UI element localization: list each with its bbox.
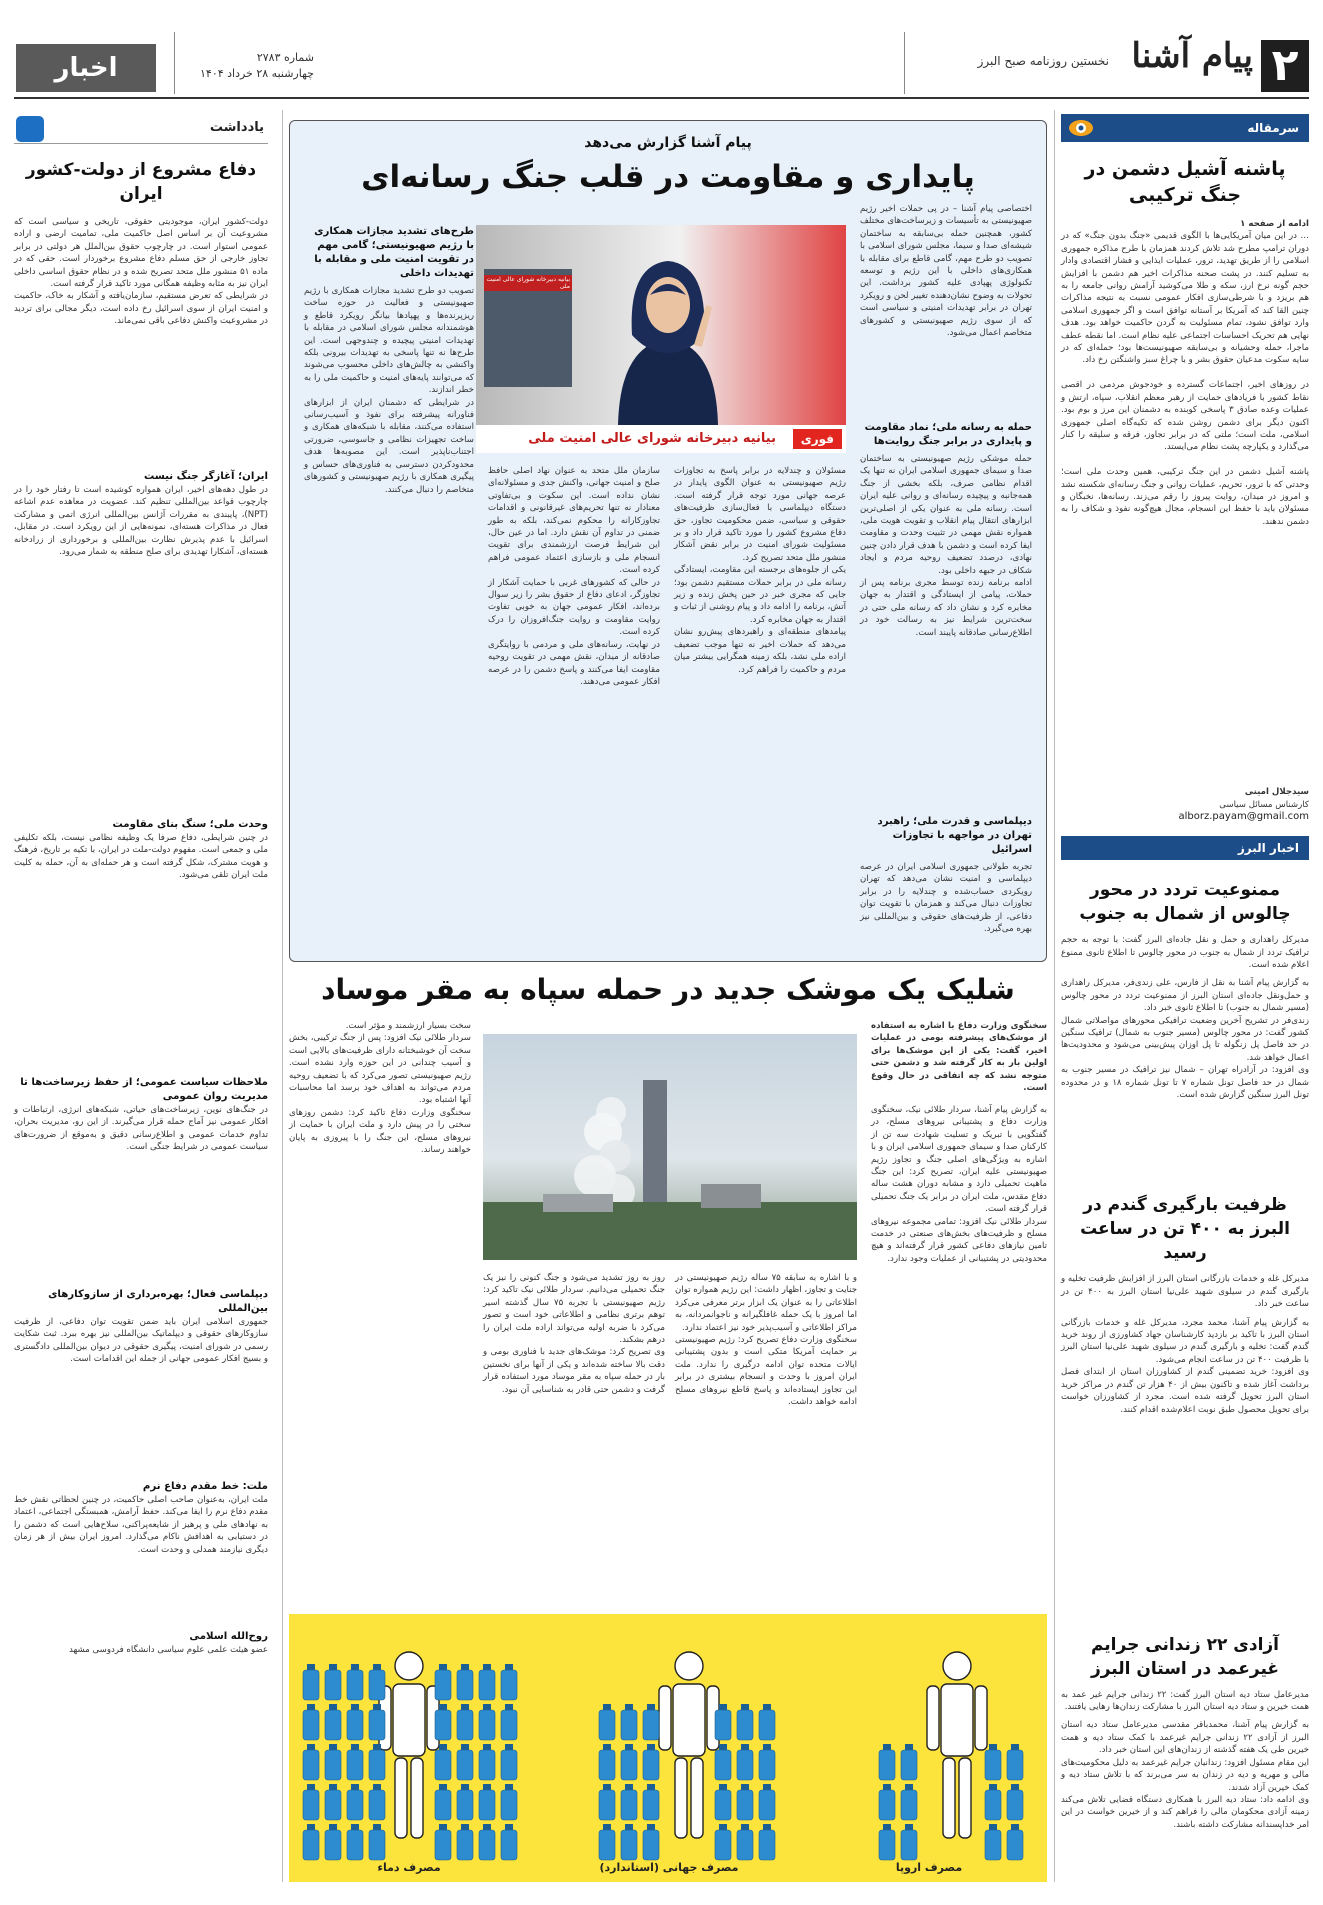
water-bottle xyxy=(501,1744,517,1780)
missile-title: شلیک یک موشک جدید در حمله سپاه به مقر موساد xyxy=(321,973,1015,1006)
feature-col-2: مسئولان و چندلایه در برابر پاسخ به تجاوزات رژیم صهیونیستی به عنوان الگوی پایدار در عرصه جهانی مورد توجه قرار گرفته است. دستگاه دیپلماسی با فعال‌سازی ظرفیت‌های حقوقی و سیاسی، ضمن محکومیت تجاوز، حق دفاع مشروع کشور را مورد تاکید قرار داد و بر مسئولیت شورای امنیت در برابر نقض آشکار منشور ملل متحد تصریح کرد. یکی از جلوه‌های برجسته این مقاومت، ایستادگی رسانه ملی در برابر حملات مستقیم دشمن بود؛ جایی که مجری خبر در حین پخش زنده و زیر آتش، برنامه را ادامه داد و پیام روشنی از ثبات و اقتدار به جهان مخابره کرد. پیامدهای منطقه‌ای و راهبردهای پیش‌رو نشان می‌دهد که حملات اخیر نه تنها موجب تضعیف اراده ملی نشد، بلکه زمینه همگرایی بیشتر میان مردم و حاکمیت را فراهم کرد. xyxy=(674,466,846,675)
water-bottle xyxy=(879,1784,895,1820)
water-bottle xyxy=(1007,1824,1023,1860)
water-bottle xyxy=(621,1824,637,1860)
water-bottle xyxy=(347,1824,363,1860)
column-header xyxy=(14,114,268,144)
missile-col-2: و با اشاره به سابقه ۷۵ ساله رژیم صهیونیستی در جنایت و تجاوز، اظهار داشت: این رژیم همواره توان اطلاعاتی را به عنوان یک ابزار برتر معرفی می‌کرد اما امروز با یک حمله غافلگیرانه و ناجوانمردانه، به مراکز اطلاعاتی و آسیب‌پذیر خود نیز اعتماد ندارد. سخنگوی وزارت دفاع تصریح کرد: رژیم صهیونیستی بر حمایت آمریکا متکی است و بدون پشتیبانی ایالات متحده توان ادامه درگیری را ندارد. ملت ایران امروز با وحدت و انسجام بیشتری در برابر این تجاوز ایستاده‌اند و پاسخ قاطع نیروهای مسلح ادامه خواهد داشت. xyxy=(675,1273,858,1408)
column-title: دفاع مشروع از دولت-کشور ایران xyxy=(25,160,257,204)
column-subheading: دیپلماسی فعال؛ بهره‌برداری از سازوکارهای بین‌المللی xyxy=(48,1289,268,1314)
water-bottle xyxy=(599,1784,615,1820)
water-bottle xyxy=(347,1704,363,1740)
missile-col-3: روز به روز تشدید می‌شود و جنگ کنونی را نیز یک جنگ تحمیلی می‌دانیم. سردار طلائی نیک تاکید کرد: رژیم صهیونیستی با تجربه ۷۵ سال گذشته اسیر توهم برتری نظامی و اطلاعاتی خود است و تصور می‌کرد با ضربه اولیه می‌تواند اراده ملت ایران را درهم بشکند. وی تصریح کرد: موشک‌های جدید با فناوری بومی و دقت بالا ساخته شده‌اند و یکی از آنها برای نخستین بار در حمله سپاه به مقر موساد مورد استفاده قرار گرفت و دشمن حتی قادر به شناسایی آن نبود. xyxy=(483,1273,665,1395)
water-bottle xyxy=(643,1784,659,1820)
feature-subheading: حمله به رسانه ملی؛ نماد مقاومت و پایداری در برابر جنگ روایت‌ها xyxy=(864,422,1032,447)
water-bottle xyxy=(325,1824,341,1860)
feature-kicker: پیام آشنا گزارش می‌دهد xyxy=(584,135,752,151)
feature-intro: اختصاصی پیام آشنا – در پی حملات اخیر رژیم صهیونیستی به تأسیسات و زیرساخت‌های مختلف کشور، همچنین حمله بی‌سابقه به ساختمان شیشه‌ای صدا و سیما، مجلس شورای اسلامی با تصویب دو طرح مهم، گامی قاطع برای مقابله با همکاری‌های داخلی با این رژیم و توسعه تکنولوژی پهپادی علیه کشور برداشت. این تحولات به وضوح نشان‌دهنده تغییر لحن و رویکرد تهران در برابر تهدیدات امنیتی و سیاسی است که از سوی رژیم صهیونیستی و کشورهای متخاصم اعمال می‌شود. xyxy=(860,204,1032,339)
editorial-email: alborz.payam@gmail.com xyxy=(1178,811,1309,823)
water-bottle xyxy=(879,1744,895,1780)
infographic-label: مصرف جهانی (استاندارد) xyxy=(599,1861,739,1874)
water-bottle xyxy=(643,1704,659,1740)
feature-side-heading: طرح‌های تشدید مجازات همکاری با رژیم صهیونیستی؛ گامی مهم در تقویت امنیت ملی و مقابله با تهدیدات داخلی xyxy=(314,226,474,279)
water-bottle xyxy=(303,1824,319,1860)
water-bottle xyxy=(737,1784,753,1820)
column-author: روح‌الله اسلامی xyxy=(189,1631,268,1642)
screen-inset xyxy=(484,269,572,387)
right-sidebar xyxy=(1061,114,1309,1884)
water-bottle xyxy=(737,1744,753,1780)
newspaper-logo: پیام آشنا xyxy=(1131,36,1253,76)
issue-number: شماره ۲۷۸۳ xyxy=(256,51,314,64)
feature-col-3: سازمان ملل متحد به عنوان نهاد اصلی حافظ صلح و امنیت جهانی، واکنش جدی و مسئولانه‌ای نشان نداده است. این سکوت و بی‌تفاوتی معنادار نه تنها تحریم‌های غیرقانونی و اقدامات تجاوزکارانه را محکوم نمی‌کند، بلکه به طور ضمنی در تداوم آن نقش دارد. اما در عین حال، این شرایط فرصت ارزشمندی برای تقویت انسجام ملی و بازسازی اعتماد عمومی فراهم کرده است. در حالی که کشورهای غربی با حمایت آشکار از تجاوزگر، ادعای دفاع از حقوق بشر را زیر سوال برده‌اند، افکار عمومی جهان به خوبی تفاوت روایت مقاومت و روایت جنگ‌افروزان را درک کرده است. در نهایت، رسانه‌های ملی و مردمی با روایتگری صادقانه از میدان، نقش مهمی در تقویت روحیه مقاومت ایفا می‌کنند و پاسخ دشمن را در عرصه افکار عمومی می‌دهند. xyxy=(488,466,660,687)
inset-caption: بیانیه دبیرخانه شورای عالی امنیت ملی xyxy=(484,275,572,291)
missile-col-1: به گزارش پیام آشنا، سردار طلائی نیک، سخنگوی وزارت دفاع و پشتیبانی نیروهای مسلح، در گفتگویی با تبریک و تسلیت شهادت سه تن از کارکنان صدا و سیمای جمهوری اسلامی ایران و با اشاره به ویژگی‌های اصلی جنگ و تجاوز رژیم صهیونیستی علیه ایران، تصریح کرد: این جنگ ماهیت تحمیلی دارد و مشابه دوران هشت ساله دفاع مقدس، ملت ایران در برابر یک جنگ تحمیلی قرار گرفته است. سردار طلائی نیک افزود: تمامی مجموعه نیروهای مسلح و ظرفیت‌های بخش‌های صنعتی در خدمت تامین نیازهای دفاعی کشور قرار گرفته‌اند و هیچ محدودیتی در پشتیبانی از عملیات وجود ندارد. xyxy=(871,1105,1047,1264)
water-bottle xyxy=(303,1664,319,1700)
water-bottle xyxy=(621,1784,637,1820)
page-number: ۲ xyxy=(1261,40,1309,92)
water-infographic xyxy=(289,1614,1047,1882)
feature-body: حمله موشکی رژیم صهیونیستی به ساختمان صدا و سیمای جمهوری اسلامی ایران نه تنها یک اقدام نظامی صرف، بلکه بخشی از جنگ همه‌جانبه و پیچیده رسانه‌ای و روانی علیه ایران است. رسانه ملی به عنوان یکی از اصلی‌ترین ابزارهای انتقال پیام انقلاب و تقویت هویت ملی، همواره نقش مهمی در تثبیت وحدت و مقاومت ایفا کرده است و دشمن با هدف قرار دادن چنین نهادی، درصدد تضعیف روحیه مردم و ایجاد شکاف در جبهه داخلی بود. ادامه برنامه زنده توسط مجری برنامه پس از حملات، پیامی از ایستادگی و اقتدار به جهان مخابره کرد و نشان داد که رسانه ملی حتی در سخت‌ترین شرایط نیز به رسالت خود در اطلاع‌رسانی صادقانه پایبند است. xyxy=(860,454,1032,638)
water-bottle xyxy=(457,1664,473,1700)
water-bottle xyxy=(621,1704,637,1740)
editorial-author: سیدجلال امینی xyxy=(1244,787,1309,798)
water-bottle xyxy=(759,1824,775,1860)
water-bottle xyxy=(325,1664,341,1700)
section-title: اخبار xyxy=(16,44,156,92)
water-bottle xyxy=(643,1744,659,1780)
water-bottle xyxy=(759,1784,775,1820)
anchor-figure xyxy=(598,235,738,425)
water-bottle xyxy=(435,1824,451,1860)
news-body: به گزارش پیام آشنا، محمدباقر مقدسی مدیرعامل ستاد دیه استان البرز از آزادی ۲۲ زندانی جرایم غیرعمد با کمک ستاد دیه و همت خیرین طی یک هفته گذشته از زندان‌های این استان خبر داد. این مقام مسئول افزود: زندانیان جرایم غیرعمد به دلیل محکومیت‌های مالی و مهریه و دیه در زندان به سر می‌برند که با تلاش ستاد دیه و کمک خیرین آزاد شدند. وی ادامه داد: ستاد دیه البرز با همکاری دستگاه قضایی تلاش می‌کند زمینه آزادی محکومان مالی را فراهم کند و از خیرین خواست در این امر خداپسندانه مشارکت داشته باشند. xyxy=(1061,1720,1310,1830)
breaking-badge: فوری xyxy=(793,429,842,449)
missile-story xyxy=(289,1020,1047,1606)
person-figure xyxy=(659,1652,719,1838)
water-bottle xyxy=(985,1744,1001,1780)
column-subheading: ملاحظات سیاست عمومی؛ از حفظ زیرساخت‌ها تا مدیریت روان عمومی xyxy=(20,1077,268,1102)
news-lead: مدیرعامل ستاد دیه استان البرز گفت: ۲۲ زندانی جرایم غیر عمد به همت خیرین و ستاد دیه استان البرز با مشارکت زندان‌ها رهایی یافتند. xyxy=(1061,1689,1309,1713)
column-author-role: عضو هیئت علمی علوم سیاسی دانشگاه فردوسی مشهد xyxy=(69,1645,268,1655)
water-bottle xyxy=(457,1704,473,1740)
water-bottle xyxy=(759,1744,775,1780)
water-bottle xyxy=(879,1824,895,1860)
lower-third: بیانیه دبیرخانه شورای عالی امنیت ملی xyxy=(476,425,846,453)
missile-col-4: سخت بسیار ارزشمند و مؤثر است. سردار طلائی نیک افزود: پس از جنگ ترکیبی، بخش سخت آن خوشبختانه دارای ظرفیت‌های بالایی است و آسیب چندانی در این حوزه وارد نشده است. رژیم صهیونیستی تصور می‌کرد که با تضعیف روحیه مردم می‌تواند به اهداف خود برسد اما محاسبات آنها اشتباه بود. سخنگوی وزارت دفاع تاکید کرد: دشمن روزهای سختی را در پیش دارد و ملت ایران با حمایت از نیروهای مسلح، این جنگ را با پیروزی به پایان خواهند رساند. xyxy=(289,1021,471,1156)
editorial-label: سرمقاله xyxy=(1061,114,1309,142)
infographic-label: مصرف دماء xyxy=(377,1861,441,1874)
water-bottle xyxy=(347,1744,363,1780)
water-bottle xyxy=(479,1664,495,1700)
water-bottle xyxy=(599,1744,615,1780)
column-rule xyxy=(282,110,283,1882)
water-bottle xyxy=(435,1664,451,1700)
water-bottle xyxy=(901,1744,917,1780)
feature-body: تجربه طولانی جمهوری اسلامی ایران در عرصه دیپلماسی و امنیت نشان می‌دهد که تهران رویکردی حساب‌شده و چندلایه را در برابر تجاوزات دنبال می‌کند و همزمان با تقویت توان دفاعی، از ظرفیت‌های حقوقی و بین‌المللی نیز بهره می‌گیرد. xyxy=(860,862,1032,935)
water-bottle xyxy=(479,1744,495,1780)
column-subheading: وحدت ملی؛ سنگ بنای مقاومت xyxy=(112,819,268,830)
water-bottle xyxy=(325,1704,341,1740)
notepad-icon xyxy=(16,116,44,142)
eye-icon xyxy=(1067,117,1095,139)
news-title: ظرفیت بارگیری گندم در البرز به ۴۰۰ تن در ساعت رسید xyxy=(1080,1195,1290,1264)
water-bottle xyxy=(303,1784,319,1820)
water-bottle xyxy=(347,1784,363,1820)
water-bottle xyxy=(325,1744,341,1780)
feature-side-body: تصویب دو طرح تشدید مجازات همکاری با رژیم صهیونیستی و فعالیت در حوزه ساخت ریزپرنده‌ها و پهپادها بیانگر رویکرد قاطع و هوشمندانه مجلس شورای اسلامی در مقابله با تهدیدات امنیتی پیچیده و چندوجهی است. این طرح‌ها نه تنها پاسخی به تهدیدات بیرونی بلکه واکنشی به چالش‌های داخلی محسوب می‌شوند که می‌توانند پایه‌های امنیت و حاکمیت ملی را به خطر اندازند. در شرایطی که دشمنان ایران از ابزارهای فناورانه پیشرفته برای نفوذ و آسیب‌رسانی استفاده می‌کنند، مقابله با شبکه‌های همکاری و ساخت تجهیزات نظامی و جاسوسی، ضرورتی اجتناب‌ناپذیر است. این مصوبه‌ها هدف محدودکردن دسترسی به فناوری‌های حساس و پیگیری همکاری با رژیم صهیونیستی و کشورهای متخاصم را دنبال می‌کنند. xyxy=(304,286,474,495)
column-body: دولت-کشور ایران، موجودیتی حقوقی، تاریخی و سیاسی است که مشروعیت آن بر اساس اصل حاکمیت ملی، تمامیت ارضی و اراده عمومی استوار است. در چارچوب حقوق بین‌الملل هر دولتی در برابر تجاوز خارجی از حق مسلم دفاع مشروع برخوردار است. حقی که در ماده ۵۱ منشور ملل متحد تصریح شده و در نظام حقوق اساسی داخلی ایران نیز به مثابه وظیفه همگانی مورد تاکید قرار گرفته است. در شرایطی که تعرض مستقیم، سازمان‌یافته و آشکار به خاک، حاکمیت و امنیت ایران از سوی اسرائیل رخ داده است، دیگر مجالی برای تردید در مشروعیت واکنش دفاعی باقی نمی‌ماند. xyxy=(14,217,268,327)
water-bottle xyxy=(501,1664,517,1700)
water-bottle xyxy=(643,1824,659,1860)
water-bottle xyxy=(985,1784,1001,1820)
editorial-title: پاشنه آشیل دشمن در جنگ ترکیبی xyxy=(1084,158,1286,206)
divider xyxy=(174,32,175,94)
water-bottle xyxy=(901,1784,917,1820)
infographic-art xyxy=(289,1614,1047,1882)
news-body: به گزارش پیام آشنا به نقل از فارس، علی زندی‌فر، مدیرکل راهداری و حمل‌ونقل جاده‌ای استان البرز از ممنوعیت تردد در محور چالوس (مسیر شمال به جنوب) تا اطلاع ثانوی خبر داد. زندی‌فر در تشریح آخرین وضعیت ترافیکی محورهای مواصلاتی شمال کشور گفت: در محور چالوس (مسیر جنوب به شمال) ترافیک سنگین در حد فاصل پل زنگوله تا پل اوزان پیش‌بینی می‌شود و محدودیت‌ها اعمال خواهد شد. وی افزود: در آزادراه تهران – شمال نیز ترافیک در مسیر جنوب به شمال در حد فاصل تونل شماره ۷ تا تونل شماره ۱۸ و در محدوده تونل البرز سنگین گزارش شده است. xyxy=(1061,978,1310,1101)
column-body: در جنگ‌های نوین، زیرساخت‌های حیاتی، شبکه‌های انرژی، ارتباطات و افکار عمومی نیز آماج حمله قرار می‌گیرند. از این رو، مدیریت بحران، تداوم خدمات عمومی و اطلاع‌رسانی دقیق و به‌موقع از ضرورت‌های سیاست عمومی در شرایط جنگی است. xyxy=(14,1105,268,1153)
water-bottle xyxy=(347,1664,363,1700)
column-body: در طول دهه‌های اخیر، ایران همواره کوشیده است تا رفتار خود را در چارچوب قواعد بین‌المللی تنظیم کند. عضویت در معاهده عدم اشاعه (NPT)، پایبندی به مقررات آژانس بین‌المللی انرژی اتمی و مشارکت فعال در مذاکرات هسته‌ای، نمونه‌هایی از این رویکرد است. در مقابل، اسرائیل با عدم پذیرش نظارت بین‌المللی و برخورداری از زرادخانه هسته‌ای، آشکارا تهدیدی برای صلح منطقه به شمار می‌رود. xyxy=(14,485,268,558)
column-label: یادداشت xyxy=(209,120,264,135)
water-bottle xyxy=(1007,1784,1023,1820)
water-bottle xyxy=(303,1744,319,1780)
news-title: آزادی ۲۲ زندانی جرایم غیرعمد در استان البرز xyxy=(1090,1634,1280,1679)
feature-subheading: دیپلماسی و قدرت ملی؛ راهبرد تهران در مواجهه با تجاوزات اسرائیل xyxy=(877,816,1032,855)
feature-side-column xyxy=(304,225,474,953)
water-bottle xyxy=(599,1824,615,1860)
water-bottle xyxy=(325,1784,341,1820)
water-bottle xyxy=(501,1824,517,1860)
water-bottle xyxy=(599,1704,615,1740)
column-subheading: ملت: خط مقدم دفاع نرم xyxy=(142,1481,268,1492)
water-bottle xyxy=(369,1664,385,1700)
person-figure xyxy=(927,1652,987,1838)
person-figure xyxy=(379,1652,439,1838)
water-bottle xyxy=(369,1824,385,1860)
water-bottle xyxy=(759,1704,775,1740)
feature-box xyxy=(289,120,1047,962)
column-body: جمهوری اسلامی ایران باید ضمن تقویت توان دفاعی، از ظرفیت سازوکارهای حقوقی و دیپلماتیک بین‌المللی نیز بهره ببرد. ثبت شکایت رسمی در شورای امنیت، پیگیری حقوقی در دیوان بین‌المللی دادگستری و بسیج افکار عمومی جهانی از جمله این اقدامات است. xyxy=(14,1317,268,1365)
column-body: در چنین شرایطی، دفاع صرفا یک وظیفه نظامی نیست، بلکه تکلیفی ملی و جمعی است. مفهوم دولت-ملت در ایران، با تکیه بر تاریخ، فرهنگ و هویت مشترک، شکل گرفته است و هر حمله‌ای به آن، حمله به کلیت ملت ایران تلقی می‌شود. xyxy=(14,833,268,881)
issue-date: چهارشنبه ۲۸ خرداد ۱۴۰۴ xyxy=(200,67,314,80)
water-bottle xyxy=(479,1784,495,1820)
tower xyxy=(643,1080,667,1216)
header-rule xyxy=(14,97,1309,99)
alborz-news-label: اخبار البرز xyxy=(1061,836,1309,860)
water-bottle xyxy=(715,1784,731,1820)
left-column xyxy=(14,114,268,1884)
water-bottle xyxy=(303,1704,319,1740)
missile-photo xyxy=(483,1034,857,1260)
missile-lead: سخنگوی وزارت دفاع با اشاره به استفاده از موشک‌های پیشرفته بومی در عملیات اخیر، گفت: یکی از این موشک‌ها برای اولین بار به کار گرفته شد و دشمن حتی متوجه نشد که چه اتفاقی در حال وقوع است. xyxy=(871,1021,1047,1094)
news-body: به گزارش پیام آشنا، محمد مجرد، مدیرکل غله و خدمات بازرگانی استان البرز با تاکید بر بازدید کارشناسان جهاد کشاورزی از روند خرید گندم گفت: تخلیه و بارگیری گندم در سیلوی شهید علی‌نیا استان البرز با ظرفیت ۴۰۰ تن در ساعت انجام می‌شود. وی افزود: خرید تضمینی گندم از کشاورزان استان از ابتدای فصل برداشت آغاز شده و تاکنون بیش از ۴۰ هزار تن گندم در مراکز خرید استان البرز تحویل گرفته شده است. مجرد از کشاورزان خواست برای تحویل محصول طبق نوبت اعلام‌شده اقدام کنند. xyxy=(1061,1317,1309,1415)
news-title: ممنوعیت تردد در محور چالوس از شمال به جنوب xyxy=(1079,880,1291,925)
water-bottle xyxy=(501,1704,517,1740)
news-lead: مدیرکل غله و خدمات بازرگانی استان البرز از افزایش ظرفیت تخلیه و بارگیری گندم در سیلوی شهید علی‌نیا استان البرز به ۴۰۰ تن در ساعت خبر داد. xyxy=(1061,1274,1309,1310)
water-bottle xyxy=(901,1824,917,1860)
masthead xyxy=(0,0,1323,100)
water-bottle xyxy=(457,1824,473,1860)
news-lead: مدیرکل راهداری و حمل و نقل جاده‌ای البرز گفت: با توجه به حجم ترافیک تردد از شمال به جنوب در محور چالوس تا اطلاع ثانوی ممنوع اعلام شده است. xyxy=(1061,935,1309,971)
water-bottle xyxy=(457,1784,473,1820)
editorial-author-role: کارشناس مسائل سیاسی xyxy=(1219,799,1309,810)
infographic-label: مصرف اروپا xyxy=(895,1861,963,1874)
water-bottle xyxy=(479,1704,495,1740)
feature-title: پایداری و مقاومت در قلب جنگ رسانه‌ای xyxy=(361,159,975,195)
water-bottle xyxy=(737,1824,753,1860)
water-bottle xyxy=(457,1744,473,1780)
issue-info xyxy=(200,50,314,82)
water-bottle xyxy=(1007,1744,1023,1780)
column-body: ملت ایران، به‌عنوان صاحب اصلی حاکمیت، در چنین لحظاتی نقش خط مقدم دفاع نرم را ایفا می‌کند. حفظ آرامش، همبستگی اجتماعی، اعتماد به نهادهای ملی و پرهیز از شایعه‌پراکنی، سلاح‌هایی است که دشمن را در دستیابی به اهدافش ناکام می‌گذارد. امروز ایران بیش از هر زمان دیگری نیازمند همدلی و وحدت است. xyxy=(14,1495,268,1555)
water-bottle xyxy=(985,1824,1001,1860)
water-bottle xyxy=(479,1824,495,1860)
column-subheading: ایران؛ آغازگر جنگ نیست xyxy=(143,471,268,482)
water-bottle xyxy=(621,1744,637,1780)
column-rule xyxy=(1054,110,1055,1882)
water-bottle xyxy=(737,1704,753,1740)
tagline: نخستین روزنامه صبح البرز xyxy=(977,54,1109,68)
divider xyxy=(904,32,905,94)
water-bottle xyxy=(369,1784,385,1820)
editorial-body: … در این میان آمریکایی‌ها با الگوی قدیمی «جنگ بدون جنگ» که در دوران ترامپ مطرح شد تلاش کردند همزمان با طرح مذاکره جمهوری اسلامی را از طریق تهدید، ترور، عملیات ایذایی و فشار اقتصادی وادار به تسلیم کنند. در پشت صحنه مذاکرات اخیر هم دشمن با افزایش حجم گونه نرخ ارز، سکه و طلا می‌کوشید آرامش روانی جامعه را به هم بریزد و با شرطی‌سازی افکار عمومی نسبت به نتیجه مذاکرات چنین القا کند که آمریکا بر آستانه توافق است و اگر جمهوری اسلامی وارد توافق نشود، تمام مسئولیت به گردن حاکمیت خواهد بود. هدف نهایی هم تحریک احساسات اجتماعی علیه نظام است. اما نقطه عطف ماجرا، حمله وحشیانه و بی‌سابقه صهیونیست‌ها بود؛ حمله‌ای که در سایه سکوت مدعیان حقوق بشر و با چراغ سبز واشنگتن رخ داد. در روزهای اخیر، اجتماعات گسترده و خودجوش مردمی در اقصی نقاط کشور با فریادهای حمایت از رهبر معظم انقلاب، سپاه، ارتش و عملیات وعده صادق ۳ پاسخی کوبنده به دشمنان این مرز و بوم بود. اکنون دیگر برای دشمن روشن شده که تکیه‌گاه اصلی جمهوری اسلامی، ملت است؛ ملتی که در برابر تجاوز، فرقه و سلیقه را کنار می‌گذارد و یکپارچه پشت نظام می‌ایستد. پاشنه آشیل دشمن در این جنگ ترکیبی، همین وحدت ملی است؛ وحدتی که با ترور، تحریم، عملیات روانی و جنگ رسانه‌ای شکسته نشد و امروز در میدان، روایت پیروز را رقم می‌زند. رسانه‌ها، نخبگان و مسئولان باید با حفظ این انسجام، مجال هیچ‌گونه نفوذ و شکاف را به دشمن ندهند. xyxy=(1061,231,1310,527)
water-bottle xyxy=(501,1784,517,1820)
water-bottle xyxy=(715,1824,731,1860)
feature-image xyxy=(476,225,846,453)
water-bottle xyxy=(435,1784,451,1820)
editorial-continuation: ادامه از صفحه ۱ xyxy=(1240,219,1309,229)
feature-col-1 xyxy=(860,421,1032,951)
